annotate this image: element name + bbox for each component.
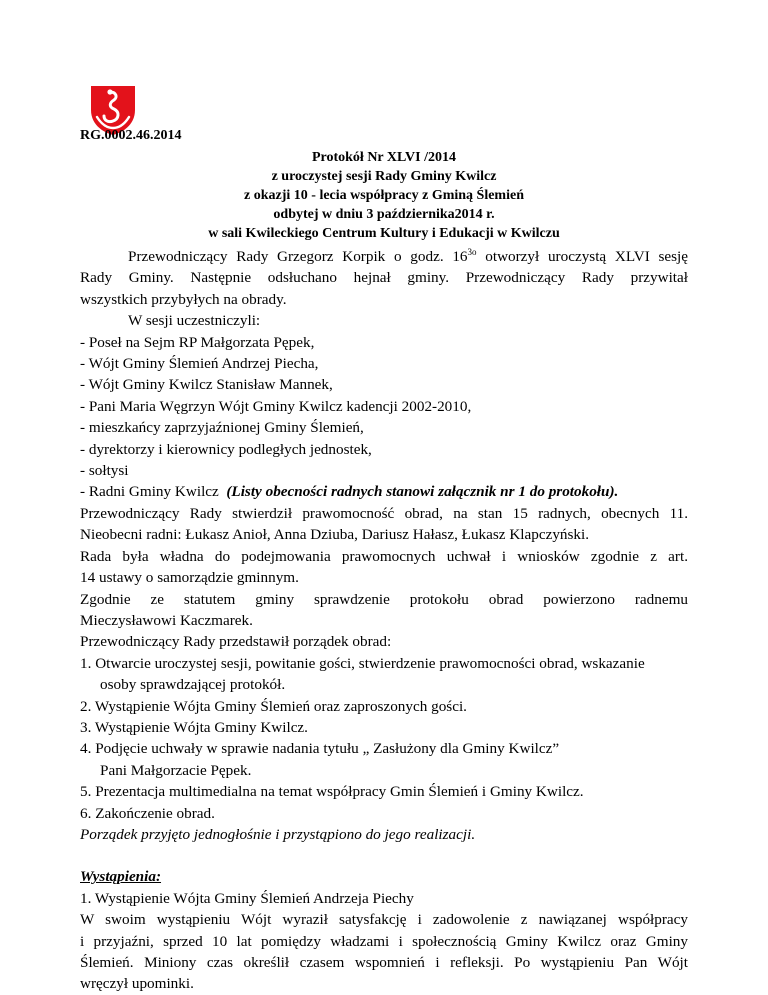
title-line: z okazji 10 - lecia współpracy z Gminą Ślemień (244, 188, 524, 203)
agenda-item-continuation: Pani Małgorzacie Pępek. (100, 761, 252, 779)
attendance-item-text: - Radni Gminy Kwilcz (80, 483, 227, 501)
document-title (80, 148, 688, 243)
title-line: Protokół Nr XLVI /2014 (311, 150, 457, 165)
spacer (80, 845, 688, 866)
attendance-item: - Wójt Gminy Ślemień Andrzej Piecha, (80, 355, 319, 373)
opening-paragraph-line: wszystkich przybyłych na obrady. (80, 290, 287, 308)
attendance-item: - sołtysi (80, 462, 129, 480)
attendance-item (80, 481, 688, 502)
agenda-item: 6. Zakończenie obrad. (80, 804, 215, 822)
attendance-item: - Poseł na Sejm RP Małgorzata Pępek, (80, 333, 315, 351)
document-body (80, 246, 688, 995)
speech-line: W swoim wystąpieniu Wójt wyraził satysfakcję i zadowolenie z nawiązanej współpracy (80, 911, 688, 929)
attendance-item: - Pani Maria Węgrzyn Wójt Gminy Kwilcz kadencji 2002-2010, (80, 397, 472, 415)
quorum-line: Nieobecni radni: Łukasz Anioł, Anna Dziuba, Dariusz Hałasz, Łukasz Klapczyński. (80, 526, 590, 544)
agenda-item: 4. Podjęcie uchwały w sprawie nadania tytułu „ Zasłużony dla Gminy Kwilcz” (80, 740, 560, 758)
title-line: odbytej w dniu 3 października2014 r. (273, 207, 495, 222)
agenda-item: 3. Wystąpienie Wójta Gminy Kwilcz. (80, 718, 308, 736)
opening-text: Przewodniczący Rady Grzegorz Korpik o godz. 16 (128, 248, 468, 265)
quorum-line: Mieczysławowi Kaczmarek. (80, 611, 253, 629)
speeches-heading-text: Wystąpienia: (80, 868, 162, 886)
title-line: w sali Kwileckiego Centrum Kultury i Edukacji w Kwilczu (208, 226, 560, 241)
document-reference: RG.0002.46.2014 (80, 128, 182, 143)
opening-text: otworzył uroczystą XLVI sesję (476, 248, 688, 265)
opening-paragraph-line: Rady Gminy. Następnie odsłuchano hejnał gminy. Przewodniczący Rady przywitał (80, 269, 688, 287)
quorum-line: Rada była władna do podejmowania prawomocnych uchwał i wniosków zgodnie z art. (80, 547, 688, 565)
attachment-note: (Listy obecności radnych stanowi załącznik nr 1 do protokołu). (226, 483, 619, 501)
speeches-heading (80, 866, 688, 887)
title-line: z uroczystej sesji Rady Gminy Kwilcz (271, 169, 497, 184)
agenda-intro: Przewodniczący Rady przedstawił porządek obrad: (80, 633, 392, 651)
attendance-item: - dyrektorzy i kierownicy podległych jednostek, (80, 440, 372, 458)
attendance-item: - mieszkańcy zaprzyjaźnionej Gminy Ślemień, (80, 419, 364, 437)
speech-line: wręczył upominki. (80, 975, 194, 993)
agenda-item: 5. Prezentacja multimedialna na temat współpracy Gmin Ślemień i Gminy Kwilcz. (80, 783, 584, 801)
agenda-item-continuation: osoby sprawdzającej protokół. (100, 676, 286, 694)
speech-line: Ślemień. Miniony czas określił czasem wspomnień i refleksji. Po wystąpieniu Pan Wójt (80, 954, 688, 971)
quorum-line: 14 ustawy o samorządzie gminnym. (80, 569, 299, 587)
agenda-accepted-note: Porządek przyjęto jednogłośnie i przystąpiono do jego realizacji. (80, 825, 476, 843)
speech-line: i przyjaźni, sprzed 10 lat pomiędzy władzami i społecznością Gminy Kwilcz oraz Gminy (80, 932, 688, 950)
attendance-item: - Wójt Gminy Kwilcz Stanisław Mannek, (80, 376, 333, 394)
agenda-item: 1. Otwarcie uroczystej sesji, powitanie gości, stwierdzenie prawomocności obrad, wskazanie (80, 654, 645, 672)
opening-paragraph-line (80, 246, 688, 267)
time-superscript: 3o (467, 247, 477, 257)
attendance-intro: W sesji uczestniczyli: (128, 312, 261, 330)
quorum-line: Przewodniczący Rady stwierdził prawomocność obrad, na stan 15 radnych, obecnych 11. (80, 504, 688, 522)
agenda-item: 2. Wystąpienie Wójta Gminy Ślemień oraz zaproszonych gości. (80, 697, 467, 715)
quorum-line: Zgodnie ze statutem gminy sprawdzenie protokołu obrad powierzono radnemu (80, 590, 688, 608)
speech-item: 1. Wystąpienie Wójta Gminy Ślemień Andrzeja Piechy (80, 889, 414, 907)
